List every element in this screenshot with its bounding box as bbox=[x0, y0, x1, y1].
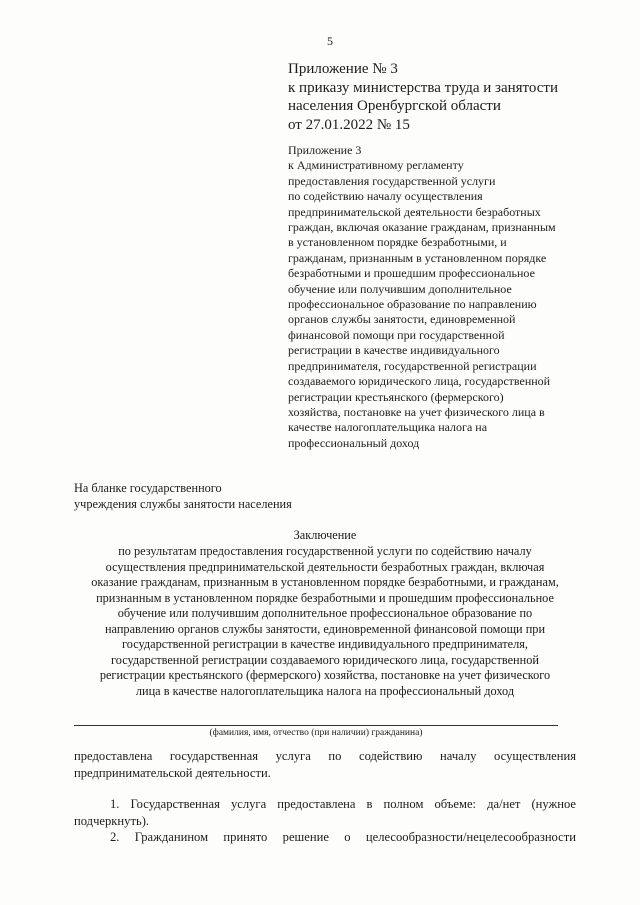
paragraph-line: предоставлена государственная услуга по содействию началу осуществления bbox=[74, 749, 576, 763]
appendix-sub-line: создаваемого юридического лица, государственной bbox=[288, 374, 551, 389]
letterhead-note bbox=[74, 481, 374, 512]
appendix-sub-line: качестве налогоплательщика налога на bbox=[288, 420, 488, 435]
conclusion-line: регистрации крестьянского (фермерского) хозяйства, постановке на учет физического bbox=[99, 668, 551, 683]
service-paragraph bbox=[74, 748, 576, 781]
appendix-sub-line: к Административному регламенту bbox=[288, 158, 464, 173]
appendix-sub-block bbox=[288, 143, 618, 451]
conclusion-line: государственной регистрации в качестве индивидуального предпринимателя, bbox=[122, 637, 528, 652]
appendix-sub-line: Приложение 3 bbox=[288, 143, 362, 157]
appendix-sub-line: предпринимателя, государственной регистрации bbox=[288, 358, 537, 373]
list-item-line: 2. Гражданином принято решение о целесообразности/нецелесообразности bbox=[110, 830, 576, 844]
conclusion-line: обучение или получившим дополнительное профессиональное образование по bbox=[117, 606, 533, 621]
appendix-main-block bbox=[288, 60, 618, 134]
paragraph-line: предпринимательской деятельности. bbox=[74, 765, 271, 780]
appendix-sub-line: профессиональный доход bbox=[288, 435, 420, 450]
conclusion-line: осуществления предпринимательской деятельности безработных граждан, включая bbox=[105, 559, 545, 574]
conclusion-line: оказание гражданам, признанным в установленном порядке безработными, и гражданам, bbox=[91, 575, 559, 590]
appendix-main-line: населения Оренбургской области bbox=[288, 98, 501, 114]
conclusion-line: признанным в установленном порядке безработными и прошедшим профессиональное bbox=[96, 590, 554, 605]
appendix-sub-line: гражданам, признанным в установленном порядке bbox=[288, 250, 547, 265]
appendix-sub-line: профессиональное образование по направлению bbox=[288, 297, 537, 312]
appendix-sub-line: хозяйства, постановке на учет физического лица в bbox=[288, 404, 545, 419]
appendix-sub-line: граждан, включая оказание гражданам, признанным bbox=[288, 220, 556, 235]
letterhead-line: учреждения службы занятости населения bbox=[74, 496, 292, 511]
letterhead-line: На бланке государственного bbox=[74, 481, 222, 495]
appendix-sub-line: регистрации крестьянского (фермерского) bbox=[288, 389, 504, 404]
appendix-sub-line: безработными и прошедшим профессиональное bbox=[288, 266, 535, 281]
fio-caption: (фамилия, имя, отчество (при наличии) гражданина) bbox=[209, 728, 423, 738]
list-item bbox=[74, 829, 576, 846]
appendix-sub-line: предпринимательской деятельности безработных bbox=[288, 204, 541, 219]
appendix-sub-line: обучение или получившим дополнительное bbox=[288, 281, 512, 296]
conclusion-line: направлению органов службы занятости, единовременной финансовой помощи при bbox=[104, 621, 546, 636]
appendix-sub-line: финансовой помощи при государственной bbox=[288, 327, 505, 342]
appendix-main-line: от 27.01.2022 № 15 bbox=[288, 116, 410, 133]
appendix-sub-line: органов службы занятости, единовременной bbox=[288, 312, 516, 327]
conclusion-line: по результатам предоставления государственной услуги по содействию началу bbox=[118, 544, 532, 558]
list-item-line: подчеркнуть). bbox=[74, 813, 150, 828]
appendix-sub-line: предоставления государственной услуги bbox=[288, 173, 496, 188]
appendix-sub-line: по содействию началу осуществления bbox=[288, 189, 483, 204]
conclusion-title: Заключение bbox=[293, 528, 357, 542]
conclusion-line: государственной регистрации создаваемого юридического лица, государственной bbox=[111, 652, 539, 667]
appendix-sub-line: регистрации в качестве индивидуального bbox=[288, 343, 500, 358]
appendix-main-line: к приказу министерства труда и занятости bbox=[288, 79, 559, 96]
conclusion-line: лица в качестве налогоплательщика налога на профессиональный доход bbox=[135, 683, 515, 698]
conclusion-subtitle bbox=[60, 544, 590, 699]
page-number: 5 bbox=[327, 34, 333, 48]
list-item-line: 1. Государственная услуга предоставлена в полном объеме: да/нет (нужное bbox=[110, 797, 576, 811]
appendix-sub-line: в установленном порядке безработными, и bbox=[288, 235, 507, 250]
fio-underline bbox=[74, 725, 558, 726]
list-item bbox=[74, 796, 576, 829]
appendix-main-line: Приложение № 3 bbox=[288, 61, 398, 77]
